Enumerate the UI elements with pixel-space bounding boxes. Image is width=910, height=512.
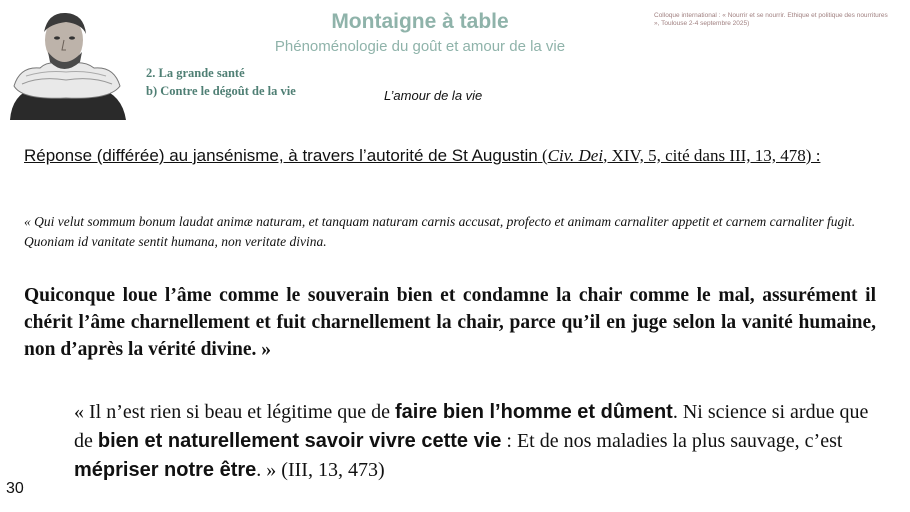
topic-label: L’amour de la vie [384,88,483,103]
quote-part-2: . Ni science si ardue que de [74,401,869,452]
quote-part-1: « Il n’est rien si beau et légitime que de [74,401,396,423]
page-number: 30 [6,480,24,497]
page-title: Montaigne à table [331,10,509,33]
montaigne-portrait [0,2,132,120]
reponse-citation: , XIV, 5, cité dans III, 13, 478) : [603,146,821,165]
quote-part-3: : Et de nos maladies la plus sauvage, c’est [501,430,843,452]
french-translation: Quiconque loue l’âme comme le souverain bien et condamne la chair comme le mal, assurément il chérit l’âme charnellement et fuit charnellement la chair, parce qu’il en juge selon la vanité humaine, non d’après la vérité divine. » [24,285,876,360]
quote-bold-1: faire bien l’homme et dûment [395,401,673,423]
montaigne-quote [74,398,874,485]
colloque-note: Colloque international : « Nourrir et se nourrir. Ethique et politique des nourritures », Toulouse 2-4 septembre 2025) [654,12,888,27]
page-subtitle: Phénoménologie du goût et amour de la vie [274,38,566,55]
reponse-heading [24,146,854,166]
reponse-open-paren: ( [537,146,548,165]
reponse-civ-dei: Civ. Dei [547,146,604,165]
quote-bold-3: mépriser notre être [74,459,257,481]
quote-part-4: . » (III, 13, 473) [256,459,385,481]
subsection-heading: b) Contre le dégoût de la vie [146,84,296,98]
reponse-prefix: Réponse (différée) au jansénisme, à travers l’autorité de St Augustin [24,146,538,165]
latin-quote: « Qui velut sommum bonum laudat animæ naturam, et tanquam naturam carnis accusat, profecto et animam carnaliter appetit et carnem carnaliter fugit. Quoniam id vanitate sentit humana, non veritate divina. [24,214,856,249]
section-heading: 2. La grande santé [146,66,245,80]
quote-bold-2: bien et naturellement savoir vivre cette vie [97,430,502,452]
